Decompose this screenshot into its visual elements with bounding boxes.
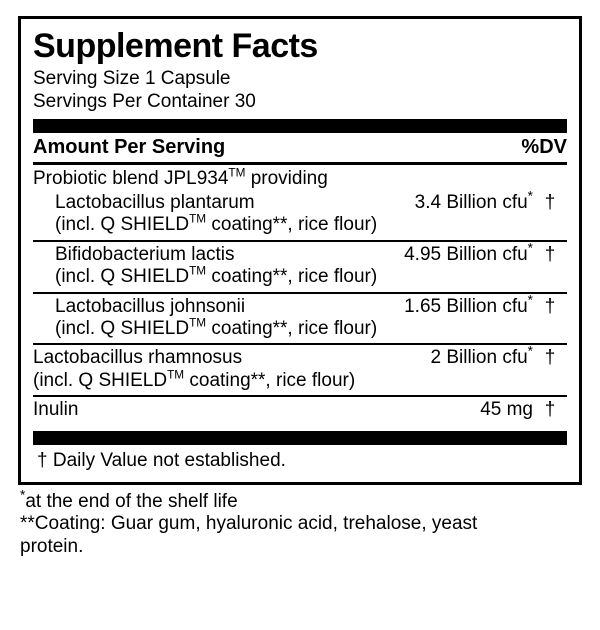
servings-per-container: Servings Per Container 30 [33,90,256,112]
ingredient-row [33,397,567,424]
ingredient-dv: † [544,192,556,214]
ingredient-amount: 2 Billion cfu* [430,344,533,369]
amount-per-serving-header [33,133,567,162]
shelf-life-note: *at the end of the shelf life [20,487,238,512]
asterisk-icon: * [527,292,533,308]
ingredient-name: Inulin [33,399,79,421]
heavy-divider [33,119,567,133]
ingredient-name: Bifidobacterium lactis [55,243,235,265]
ingredient-amount: 1.65 Billion cfu* [404,292,533,317]
asterisk-icon: * [20,487,26,503]
blend-header-tail: providing [245,168,328,190]
ingredient-dv: † [544,243,556,265]
ingredient-amount: 45 mg [480,399,533,421]
ingredient-dv: † [544,347,556,369]
amount-per-serving-label: Amount Per Serving [33,136,226,159]
asterisk-icon: * [527,188,533,204]
ingredient-row [33,294,567,344]
asterisk-icon: * [527,240,533,256]
page-title: Supplement Facts [33,27,318,65]
trademark-icon: TM [189,264,207,278]
ingredient-subtext: (incl. Q SHIELD™ coating**, rice flour) [55,213,378,236]
trademark-icon: TM [228,166,246,180]
ingredient-name: Lactobacillus rhamnosus [33,347,243,369]
blend-header-text: Probiotic blend JPL934 [33,168,229,190]
serving-size: Serving Size 1 Capsule [33,67,231,89]
tail-notes [18,485,582,559]
ingredient-amount: 4.95 Billion cfu* [404,240,533,265]
ingredient-subtext: (incl. Q SHIELD™ coating**, rice flour) [55,316,378,340]
daily-value-footnote: † Daily Value not established. [37,449,286,471]
trademark-icon: TM [189,213,207,227]
ingredient-dv: † [544,399,556,421]
ingredient-subtext: (incl. Q SHIELD™ coating**, rice flour) [33,368,356,391]
coating-note-line1: **Coating: Guar gum, hyaluronic acid, trehalose, yeast [20,513,478,535]
supplement-facts-panel [18,16,582,485]
ingredient-name: Lactobacillus plantarum [55,192,255,214]
heavy-divider [33,431,567,445]
trademark-icon: TM [167,368,185,382]
asterisk-icon: * [527,344,533,360]
ingredient-name: Lactobacillus johnsonii [55,295,246,317]
coating-note-line2: protein. [20,536,84,558]
ingredient-dv: † [544,295,556,317]
ingredient-row [33,242,567,292]
ingredient-subtext: (incl. Q SHIELD™ coating**, rice flour) [55,264,378,288]
ingredient-amount: 3.4 Billion cfu* [414,188,533,214]
ingredient-row [33,345,567,395]
daily-value-label: %DV [521,136,567,159]
trademark-icon: TM [189,316,207,330]
ingredient-row [33,190,567,240]
blend-header [33,165,567,190]
